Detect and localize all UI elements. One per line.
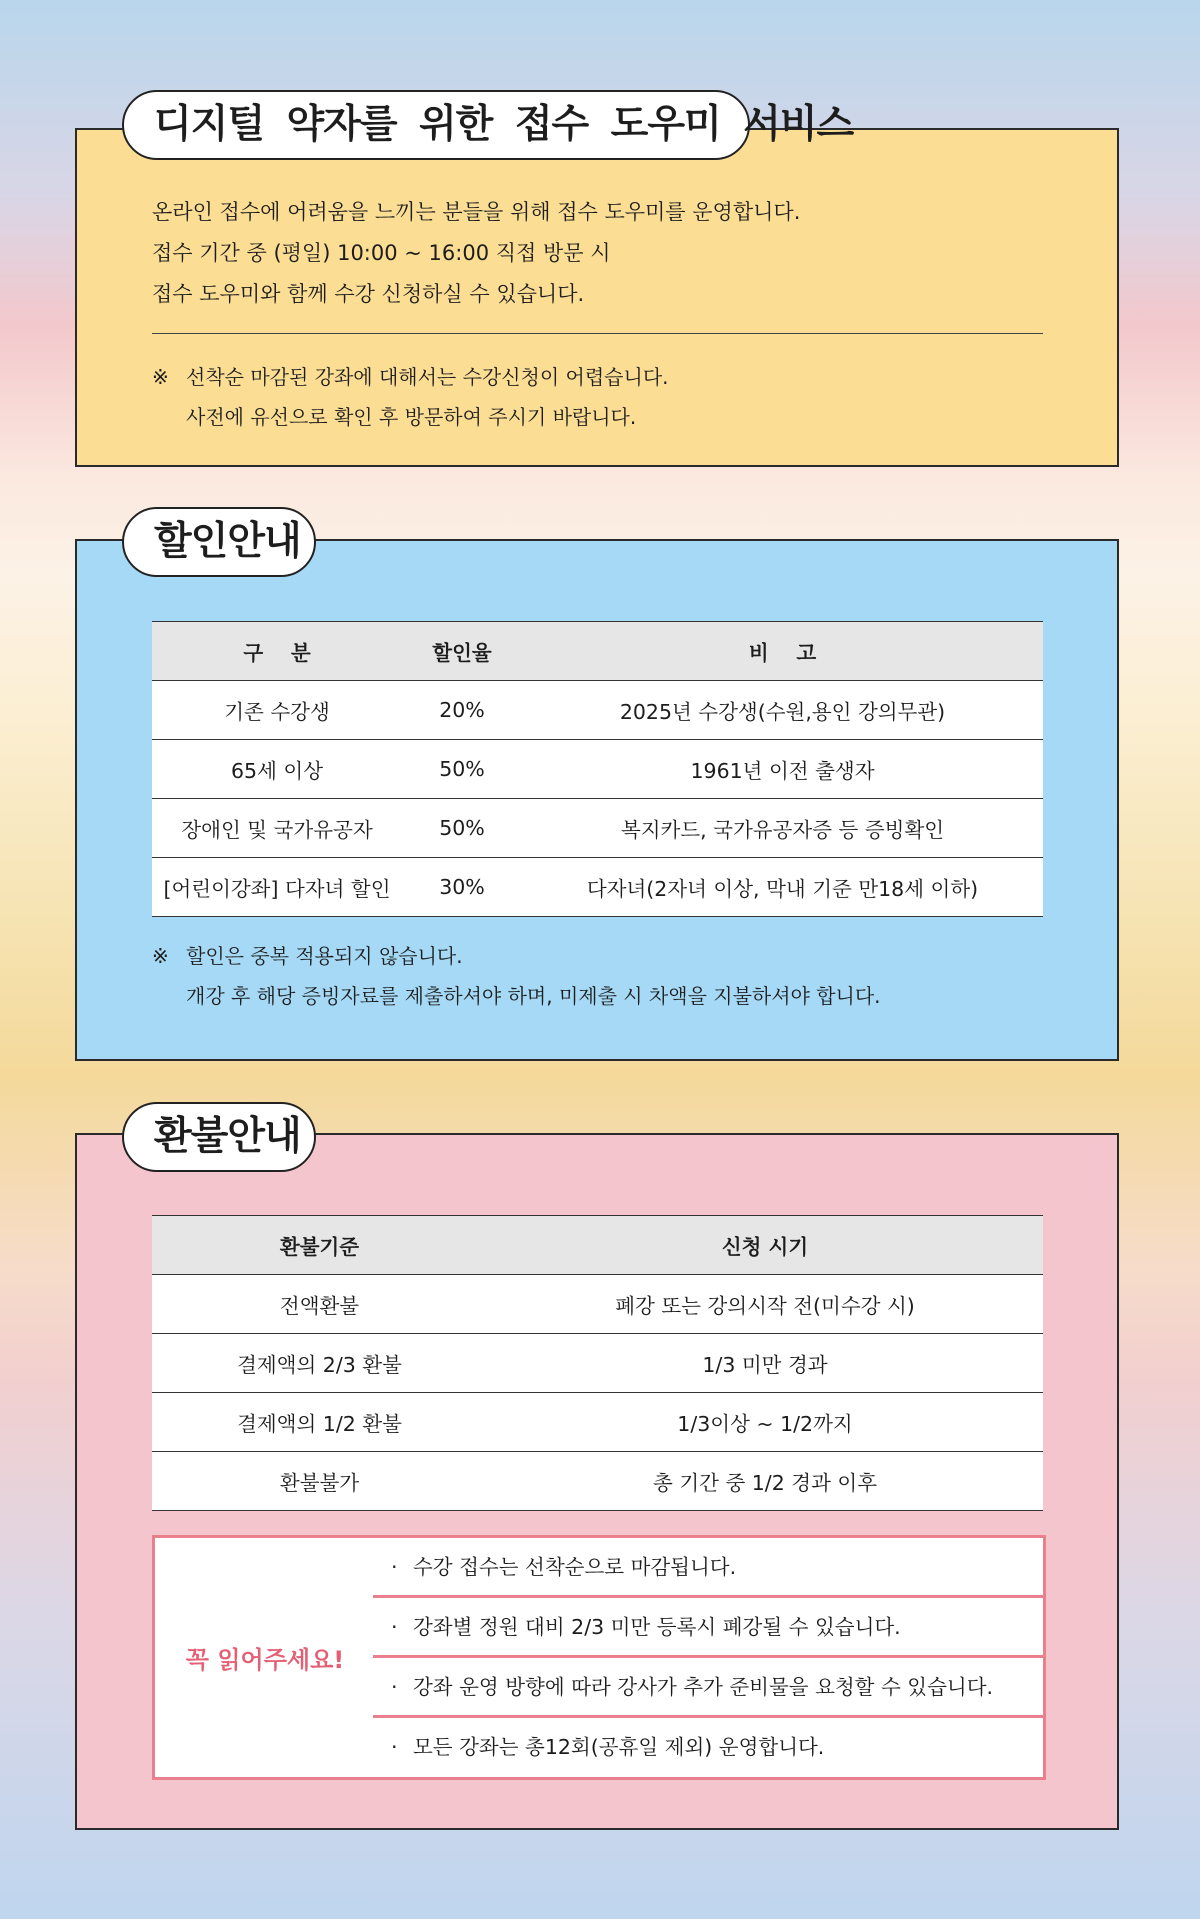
- refund-table: [152, 1215, 1043, 1511]
- cell-timing: 1/3 미만 경과: [487, 1334, 1043, 1393]
- must-read-list: [373, 1538, 1043, 1778]
- bullet-icon: ·: [391, 1555, 398, 1579]
- cell-category: 65세 이상: [152, 740, 402, 799]
- cell-timing: 폐강 또는 강의시작 전(미수강 시): [487, 1275, 1043, 1334]
- divider: [152, 333, 1043, 334]
- list-item: [373, 1718, 1043, 1778]
- table-row: [152, 799, 1043, 858]
- note-mark: ※: [152, 944, 169, 968]
- digital-helper-title: 디지털 약자를 위한 접수 도우미 서비스: [122, 90, 750, 160]
- header-rate: 할인율: [402, 622, 522, 681]
- cell-remarks: 복지카드, 국가유공자증 등 증빙확인: [522, 799, 1043, 858]
- bullet-icon: ·: [391, 1615, 398, 1639]
- cell-category: 장애인 및 국가유공자: [152, 799, 402, 858]
- cell-remarks: 1961년 이전 출생자: [522, 740, 1043, 799]
- table-row: [152, 740, 1043, 799]
- note-line: 개강 후 해당 증빙자료를 제출하셔야 하며, 미제출 시 차액을 지불하셔야 합니다.: [186, 984, 881, 1008]
- table-row: [152, 1452, 1043, 1511]
- cell-rate: 20%: [402, 681, 522, 740]
- table-row: [152, 858, 1043, 917]
- table-header-row: [152, 1216, 1043, 1275]
- note-line: 사전에 유선으로 확인 후 방문하여 주시기 바랍니다.: [186, 405, 637, 429]
- header-request-timing: 신청 시기: [487, 1216, 1043, 1275]
- list-item-text: 강좌별 정원 대비 2/3 미만 등록시 폐강될 수 있습니다.: [413, 1615, 901, 1639]
- list-item: [373, 1598, 1043, 1658]
- discount-note: [152, 936, 1052, 1016]
- cell-criteria: 환불불가: [152, 1452, 487, 1511]
- discount-title: 할인안내: [122, 507, 316, 577]
- bullet-icon: ·: [391, 1735, 398, 1759]
- list-item: [373, 1538, 1043, 1598]
- list-item-text: 수강 접수는 선착순으로 마감됩니다.: [413, 1555, 737, 1579]
- digital-helper-intro: [152, 192, 1052, 315]
- cell-rate: 50%: [402, 740, 522, 799]
- bullet-icon: ·: [391, 1675, 398, 1699]
- cell-category: [어린이강좌] 다자녀 할인: [152, 858, 402, 917]
- cell-remarks: 다자녀(2자녀 이상, 막내 기준 만18세 이하): [522, 858, 1043, 917]
- cell-category: 기존 수강생: [152, 681, 402, 740]
- header-remarks: 비 고: [522, 622, 1043, 681]
- discount-table: [152, 621, 1043, 917]
- cell-timing: 총 기간 중 1/2 경과 이후: [487, 1452, 1043, 1511]
- list-item-text: 강좌 운영 방향에 따라 강사가 추가 준비물을 요청할 수 있습니다.: [413, 1675, 994, 1699]
- cell-timing: 1/3이상 ~ 1/2까지: [487, 1393, 1043, 1452]
- intro-line: 접수 기간 중 (평일) 10:00 ~ 16:00 직접 방문 시: [152, 241, 611, 265]
- note-line: 선착순 마감된 강좌에 대해서는 수강신청이 어렵습니다.: [186, 365, 669, 389]
- list-item-text: 모든 강좌는 총12회(공휴일 제외) 운영합니다.: [413, 1735, 825, 1759]
- must-read-box: [152, 1535, 1046, 1780]
- list-item: [373, 1658, 1043, 1718]
- table-row: [152, 1275, 1043, 1334]
- table-row: [152, 1393, 1043, 1452]
- intro-line: 접수 도우미와 함께 수강 신청하실 수 있습니다.: [152, 282, 585, 306]
- cell-rate: 30%: [402, 858, 522, 917]
- cell-criteria: 결제액의 2/3 환불: [152, 1334, 487, 1393]
- header-refund-criteria: 환불기준: [152, 1216, 487, 1275]
- table-row: [152, 681, 1043, 740]
- header-category: 구 분: [152, 622, 402, 681]
- note-mark: ※: [152, 365, 169, 389]
- table-row: [152, 1334, 1043, 1393]
- must-read-title: 꼭 읽어주세요!: [185, 1646, 345, 1674]
- cell-criteria: 전액환불: [152, 1275, 487, 1334]
- refund-title: 환불안내: [122, 1102, 316, 1172]
- cell-rate: 50%: [402, 799, 522, 858]
- cell-criteria: 결제액의 1/2 환불: [152, 1393, 487, 1452]
- intro-line: 온라인 접수에 어려움을 느끼는 분들을 위해 접수 도우미를 운영합니다.: [152, 200, 801, 224]
- table-header-row: [152, 622, 1043, 681]
- digital-helper-note: [152, 357, 1052, 437]
- cell-remarks: 2025년 수강생(수원,용인 강의무관): [522, 681, 1043, 740]
- note-line: 할인은 중복 적용되지 않습니다.: [186, 944, 463, 968]
